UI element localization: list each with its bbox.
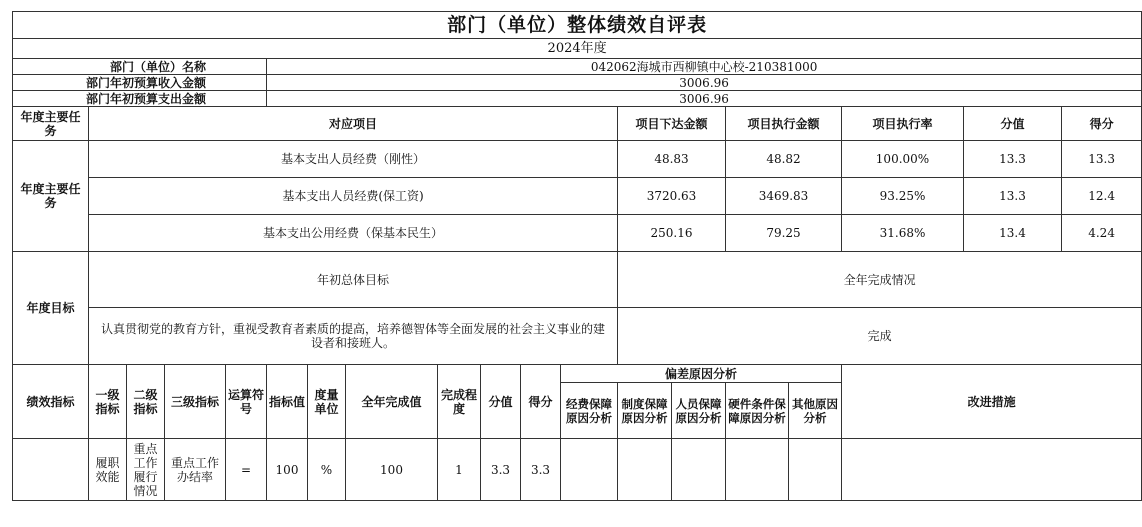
execution-rate-header: 项目执行率 xyxy=(842,107,964,141)
level3-header: 三级指标 xyxy=(165,365,226,439)
hardware-reason-cell xyxy=(726,439,789,501)
score-header: 得分 xyxy=(1062,107,1142,141)
completion-header: 全年完成情况 xyxy=(618,252,1142,308)
task-score: 4.24 xyxy=(1062,215,1142,252)
income-budget-label: 部门年初预算收入金额 xyxy=(13,75,267,91)
unit-header: 度量单位 xyxy=(308,365,346,439)
executed-amount-header: 项目执行金额 xyxy=(726,107,842,141)
staff-reason-header: 人员保障原因分析 xyxy=(672,383,726,439)
indicator-completion-degree: 1 xyxy=(438,439,481,501)
evaluation-table xyxy=(12,11,1142,501)
improvement-header: 改进措施 xyxy=(842,365,1142,439)
initial-goal-text: 认真贯彻党的教育方针，重视受教育者素质的提高，培养德智体等全面发展的社会主义事业的建设者和接班人。 xyxy=(89,308,618,365)
task-rate: 93.25% xyxy=(842,178,964,215)
system-reason-cell xyxy=(618,439,672,501)
system-reason-header: 制度保障原因分析 xyxy=(618,383,672,439)
unit-name-value: 042062海城市西柳镇中心校-210381000 xyxy=(267,59,1142,75)
performance-indicator-label: 绩效指标 xyxy=(13,365,89,439)
initial-goal-header: 年初总体目标 xyxy=(89,252,618,308)
indicator-value: 100 xyxy=(267,439,308,501)
task-score-value: 13.3 xyxy=(964,178,1062,215)
other-reason-header: 其他原因分析 xyxy=(789,383,842,439)
completion-text: 完成 xyxy=(618,308,1142,365)
score-value-header: 分值 xyxy=(964,107,1062,141)
task-row xyxy=(13,141,1142,178)
year-label: 2024年度 xyxy=(13,39,1142,59)
task-row xyxy=(13,215,1142,252)
indicator-unit: % xyxy=(308,439,346,501)
task-rate: 31.68% xyxy=(842,215,964,252)
income-budget-value: 3006.96 xyxy=(267,75,1142,91)
indicator-level3: 重点工作办结率 xyxy=(165,439,226,501)
indicator-score-value-header: 分值 xyxy=(481,365,521,439)
annual-goal-label: 年度目标 xyxy=(13,252,89,365)
indicator-empty-cell xyxy=(13,439,89,501)
operator-header: 运算符号 xyxy=(226,365,267,439)
task-executed: 79.25 xyxy=(726,215,842,252)
issued-amount-header: 项目下达金额 xyxy=(618,107,726,141)
indicator-score-header: 得分 xyxy=(521,365,561,439)
task-issued: 250.16 xyxy=(618,215,726,252)
task-score-value: 13.3 xyxy=(964,141,1062,178)
level1-header: 一级指标 xyxy=(89,365,127,439)
indicator-value-header: 指标值 xyxy=(267,365,308,439)
deviation-analysis-header: 偏差原因分析 xyxy=(561,365,842,383)
task-executed: 48.82 xyxy=(726,141,842,178)
task-executed: 3469.83 xyxy=(726,178,842,215)
task-item: 基本支出人员经费（刚性） xyxy=(89,141,618,178)
page-title: 部门（单位）整体绩效自评表 xyxy=(13,12,1142,39)
expense-budget-label: 部门年初预算支出金额 xyxy=(13,91,267,107)
indicator-annual-value: 100 xyxy=(346,439,438,501)
fund-reason-header: 经费保障原因分析 xyxy=(561,383,618,439)
task-item: 基本支出公用经费（保基本民生） xyxy=(89,215,618,252)
task-item: 基本支出人员经费(保工资) xyxy=(89,178,618,215)
hardware-reason-header: 硬件条件保障原因分析 xyxy=(726,383,789,439)
indicator-row xyxy=(13,439,1142,501)
other-reason-cell xyxy=(789,439,842,501)
task-header: 年度主要任务 xyxy=(13,107,89,141)
improvement-cell xyxy=(842,439,1142,501)
task-issued: 3720.63 xyxy=(618,178,726,215)
task-row xyxy=(13,178,1142,215)
task-score-value: 13.4 xyxy=(964,215,1062,252)
completion-degree-header: 完成程度 xyxy=(438,365,481,439)
task-issued: 48.83 xyxy=(618,141,726,178)
indicator-score: 3.3 xyxy=(521,439,561,501)
indicator-level1: 履职效能 xyxy=(89,439,127,501)
unit-name-label: 部门（单位）名称 xyxy=(13,59,267,75)
task-score: 13.3 xyxy=(1062,141,1142,178)
expense-budget-value: 3006.96 xyxy=(267,91,1142,107)
self-evaluation-sheet xyxy=(12,11,1115,501)
indicator-level2: 重点工作履行情况 xyxy=(127,439,165,501)
indicator-operator: = xyxy=(226,439,267,501)
level2-header: 二级指标 xyxy=(127,365,165,439)
fund-reason-cell xyxy=(561,439,618,501)
task-score: 12.4 xyxy=(1062,178,1142,215)
indicator-score-value: 3.3 xyxy=(481,439,521,501)
item-header: 对应项目 xyxy=(89,107,618,141)
annual-value-header: 全年完成值 xyxy=(346,365,438,439)
annual-task-label: 年度主要任务 xyxy=(13,141,89,252)
staff-reason-cell xyxy=(672,439,726,501)
task-rate: 100.00% xyxy=(842,141,964,178)
